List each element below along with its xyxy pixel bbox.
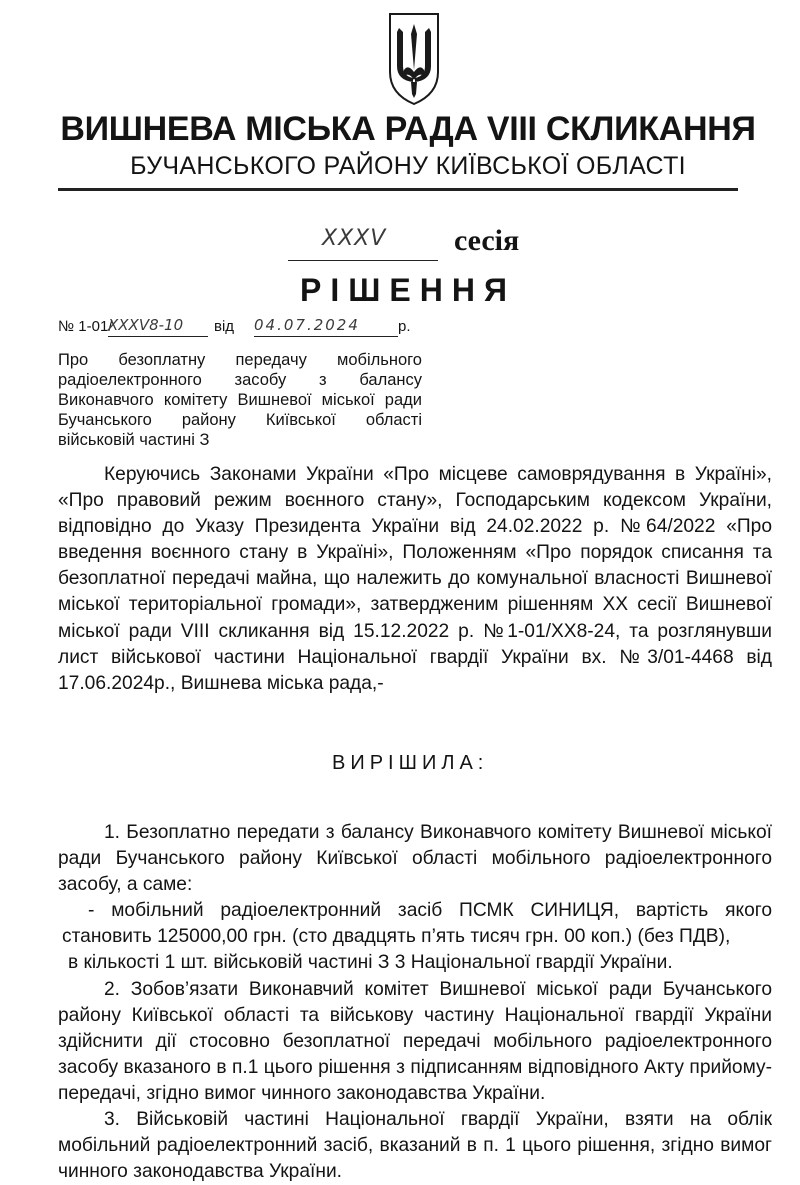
decision-number-row <box>58 318 518 340</box>
item-3: 3. Військовій частині Національної гвардії України, взяти на облік мобільний радіоелектронний засіб, вказаний в п. 1 цього рішення, згідно вимог чинного законодавства України. <box>58 1109 772 1183</box>
item-2: 2. Зобов’язати Виконавчий комітет Вишневої міської ради Бучанського району Київської області та військову частину Національної гвардії України здійснити дії стосовно безоплатної передачі мобільного радіоелектронного засобу вказаного в п.1 цього рішення з підписанням відповідного Акту прийому-передачі, згідно вимог чинного законодавства України. <box>58 978 772 1104</box>
decision-number-prefix: № 1-01/ <box>58 318 113 335</box>
council-name: ВИШНЕВА МІСЬКА РАДА VIII СКЛИКАННЯ <box>60 110 756 148</box>
decision-date-value: 04.07.2024 <box>254 316 398 337</box>
item-1-detail: - мобільний радіоелектронний засіб ПСМК СИНИЦЯ, вартість якого становить 125000,00 грн. (сто двадцять п’ять тисяч грн. 00 коп.) (без ПДВ), <box>62 900 772 948</box>
item-1-quantity: в кількості 1 шт. військовій частині З 3 Національної гвардії України. <box>68 952 673 974</box>
decision-year-suffix: р. <box>398 318 411 335</box>
trident-coat-of-arms-icon <box>386 10 442 108</box>
decided-heading: ВИРІШИЛА: <box>332 752 489 774</box>
document-title: РІШЕННЯ <box>300 272 516 308</box>
district-name: БУЧАНСЬКОГО РАЙОНУ КИЇВСЬКОЇ ОБЛАСТІ <box>130 152 686 180</box>
session-number: XXXV <box>322 226 387 251</box>
decision-items <box>58 820 772 1185</box>
preamble-paragraph: Керуючись Законами України «Про місцеве самоврядування в Україні», «Про правовий режим воєнного стану», Господарським кодексом України, відповідно до Указу Президента України від 24.02.2022 р. №64/2022 «Про введення воєнного стану в Україні», Положенням «Про порядок списання та безоплатної передачі майна, що належить до комунальної власності Вишневої міської територіальної громади», затвердженим рішенням ХХ сесії Вишневої міської ради VIII скликання від 15.12.2022 р. №1-01/ХХ8-24, та розглянувши лист військової частини Національної гвардії України вх. №3/01-4468 від 17.06.2024р., Вишнева міська рада,- <box>58 464 772 694</box>
decision-number-value: XXXV8-10 <box>108 316 208 337</box>
decision-from-label: від <box>214 318 235 335</box>
session-label: сесія <box>454 224 520 257</box>
decision-subject: Про безоплатну передачу мобільного радіоелектронного засобу з балансу Виконавчого комітету Вишневої міської ради Бучанського району Київської області військовій частині З <box>58 351 422 449</box>
item-1: 1. Безоплатно передати з балансу Виконавчого комітету Вишневої міської ради Бучанського району Київської області мобільного радіоелектронного засобу, а саме: <box>58 822 772 896</box>
header-divider <box>58 188 738 191</box>
